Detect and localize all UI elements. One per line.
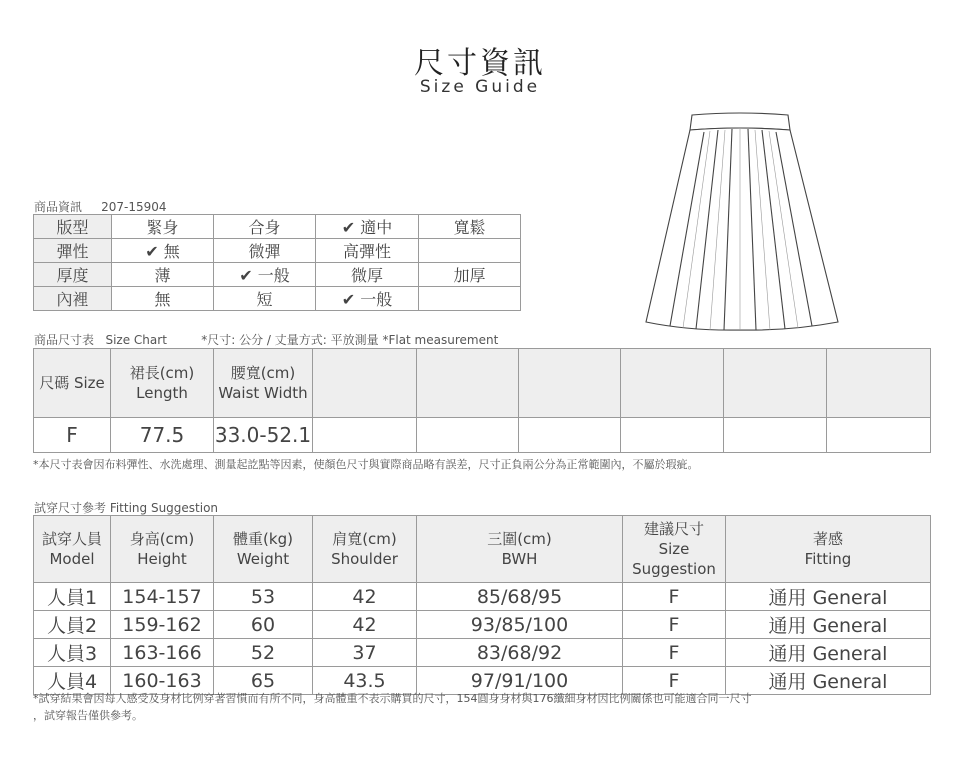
height-cell: 154-157 (111, 583, 214, 611)
header-height: 身高(cm) Height (111, 516, 214, 583)
spec-option: 寬鬆 (419, 215, 521, 239)
fitting-cell: 通用 General (726, 611, 931, 639)
size-cell: F (623, 611, 726, 639)
shoulder-cell: 43.5 (313, 667, 417, 695)
page-title: 尺寸資訊 (414, 46, 546, 81)
height-cell: 159-162 (111, 611, 214, 639)
header-empty (621, 349, 724, 418)
fitting-header-row (34, 516, 931, 583)
bwh-cell: 83/68/92 (417, 639, 623, 667)
size-chart-header-row (34, 349, 931, 418)
product-code: 207-15904 (101, 200, 167, 214)
header-model: 試穿人員 Model (34, 516, 111, 583)
spec-option: 薄 (112, 263, 214, 287)
size-cell: F (623, 583, 726, 611)
weight-cell: 52 (214, 639, 313, 667)
table-row (34, 611, 931, 639)
shoulder-cell: 42 (313, 583, 417, 611)
spec-option: 加厚 (419, 263, 521, 287)
header-fitting: 著感 Fitting (726, 516, 931, 583)
header-shoulder: 肩寬(cm) Shoulder (313, 516, 417, 583)
page-subtitle: Size Guide (419, 77, 541, 97)
bwh-cell: 85/68/95 (417, 583, 623, 611)
weight-cell: 53 (214, 583, 313, 611)
header-weight: 體重(kg) Weight (214, 516, 313, 583)
shoulder-cell: 37 (313, 639, 417, 667)
model-cell: 人員1 (34, 583, 111, 611)
empty-cell (621, 418, 724, 453)
spec-option: 高彈性 (316, 239, 419, 263)
spec-row (34, 263, 521, 287)
size-chart-table (33, 348, 931, 453)
weight-cell: 60 (214, 611, 313, 639)
spec-option: 短 (214, 287, 316, 311)
empty-cell (519, 418, 621, 453)
spec-row-label: 厚度 (34, 263, 112, 287)
spec-row (34, 239, 521, 263)
skirt-illustration (640, 110, 845, 342)
spec-option: 無 (112, 287, 214, 311)
length-cell: 77.5 (111, 418, 214, 453)
table-row (34, 583, 931, 611)
header-bwh: 三圍(cm) BWH (417, 516, 623, 583)
spec-option: ✔ 一般 (316, 287, 419, 311)
header-waist: 腰寬(cm) Waist Width (214, 349, 313, 418)
spec-row-label: 內裡 (34, 287, 112, 311)
header-empty (724, 349, 827, 418)
waist-cell: 33.0-52.1 (214, 418, 313, 453)
model-cell: 人員4 (34, 667, 111, 695)
header-size-suggestion: 建議尺寸 Size Suggestion (623, 516, 726, 583)
spec-row (34, 215, 521, 239)
empty-cell (827, 418, 931, 453)
spec-option: 微厚 (316, 263, 419, 287)
header-empty (313, 349, 417, 418)
bwh-cell: 93/85/100 (417, 611, 623, 639)
height-cell: 163-166 (111, 639, 214, 667)
spec-option: ✔ 一般 (214, 263, 316, 287)
spec-option (419, 239, 521, 263)
empty-cell (313, 418, 417, 453)
table-row (34, 418, 931, 453)
spec-option: ✔ 適中 (316, 215, 419, 239)
spec-option: ✔ 無 (112, 239, 214, 263)
spec-row (34, 287, 521, 311)
empty-cell (417, 418, 519, 453)
model-cell: 人員3 (34, 639, 111, 667)
spec-row-label: 彈性 (34, 239, 112, 263)
table-row (34, 639, 931, 667)
fitting-cell: 通用 General (726, 639, 931, 667)
unit-note: *尺寸: 公分 / 丈量方式: 平放測量 *Flat measurement (201, 333, 499, 347)
header-empty (519, 349, 621, 418)
product-info-label: 商品資訊 207-15904 (34, 200, 167, 214)
header-empty (827, 349, 931, 418)
weight-cell: 65 (214, 667, 313, 695)
fitting-cell: 通用 General (726, 583, 931, 611)
height-cell: 160-163 (111, 667, 214, 695)
size-cell: F (623, 639, 726, 667)
size-cell: F (623, 667, 726, 695)
spec-option: 緊身 (112, 215, 214, 239)
header-length: 裙長(cm) Length (111, 349, 214, 418)
product-spec-table (33, 214, 521, 311)
spec-option: 合身 (214, 215, 316, 239)
fitting-note: *試穿結果會因每人感受及身材比例穿著習慣而有所不同，身高體重不表示購買的尺寸，154圓身身材與176纖細身材因比例關係也可能適合同一尺寸 ，試穿報告僅供參考。 (33, 692, 752, 722)
fitting-label: 試穿尺寸參考 Fitting Suggestion (34, 501, 219, 515)
spec-option (419, 287, 521, 311)
spec-option: 微彈 (214, 239, 316, 263)
header-empty (417, 349, 519, 418)
empty-cell (724, 418, 827, 453)
size-chart-note: *本尺寸表會因布料彈性、水洗處理、測量起訖點等因素，使顏色尺寸與實際商品略有誤差，尺寸正負兩公分為正常範圍內，不屬於瑕疵。 (33, 458, 699, 471)
fitting-table (33, 515, 931, 695)
header-size: 尺碼 Size (34, 349, 111, 418)
fitting-cell: 通用 General (726, 667, 931, 695)
model-cell: 人員2 (34, 611, 111, 639)
spec-row-label: 版型 (34, 215, 112, 239)
bwh-cell: 97/91/100 (417, 667, 623, 695)
size-cell: F (34, 418, 111, 453)
size-chart-label: 商品尺寸表 Size Chart *尺寸: 公分 / 丈量方式: 平放測量 *Flat measurement (34, 333, 499, 347)
shoulder-cell: 42 (313, 611, 417, 639)
